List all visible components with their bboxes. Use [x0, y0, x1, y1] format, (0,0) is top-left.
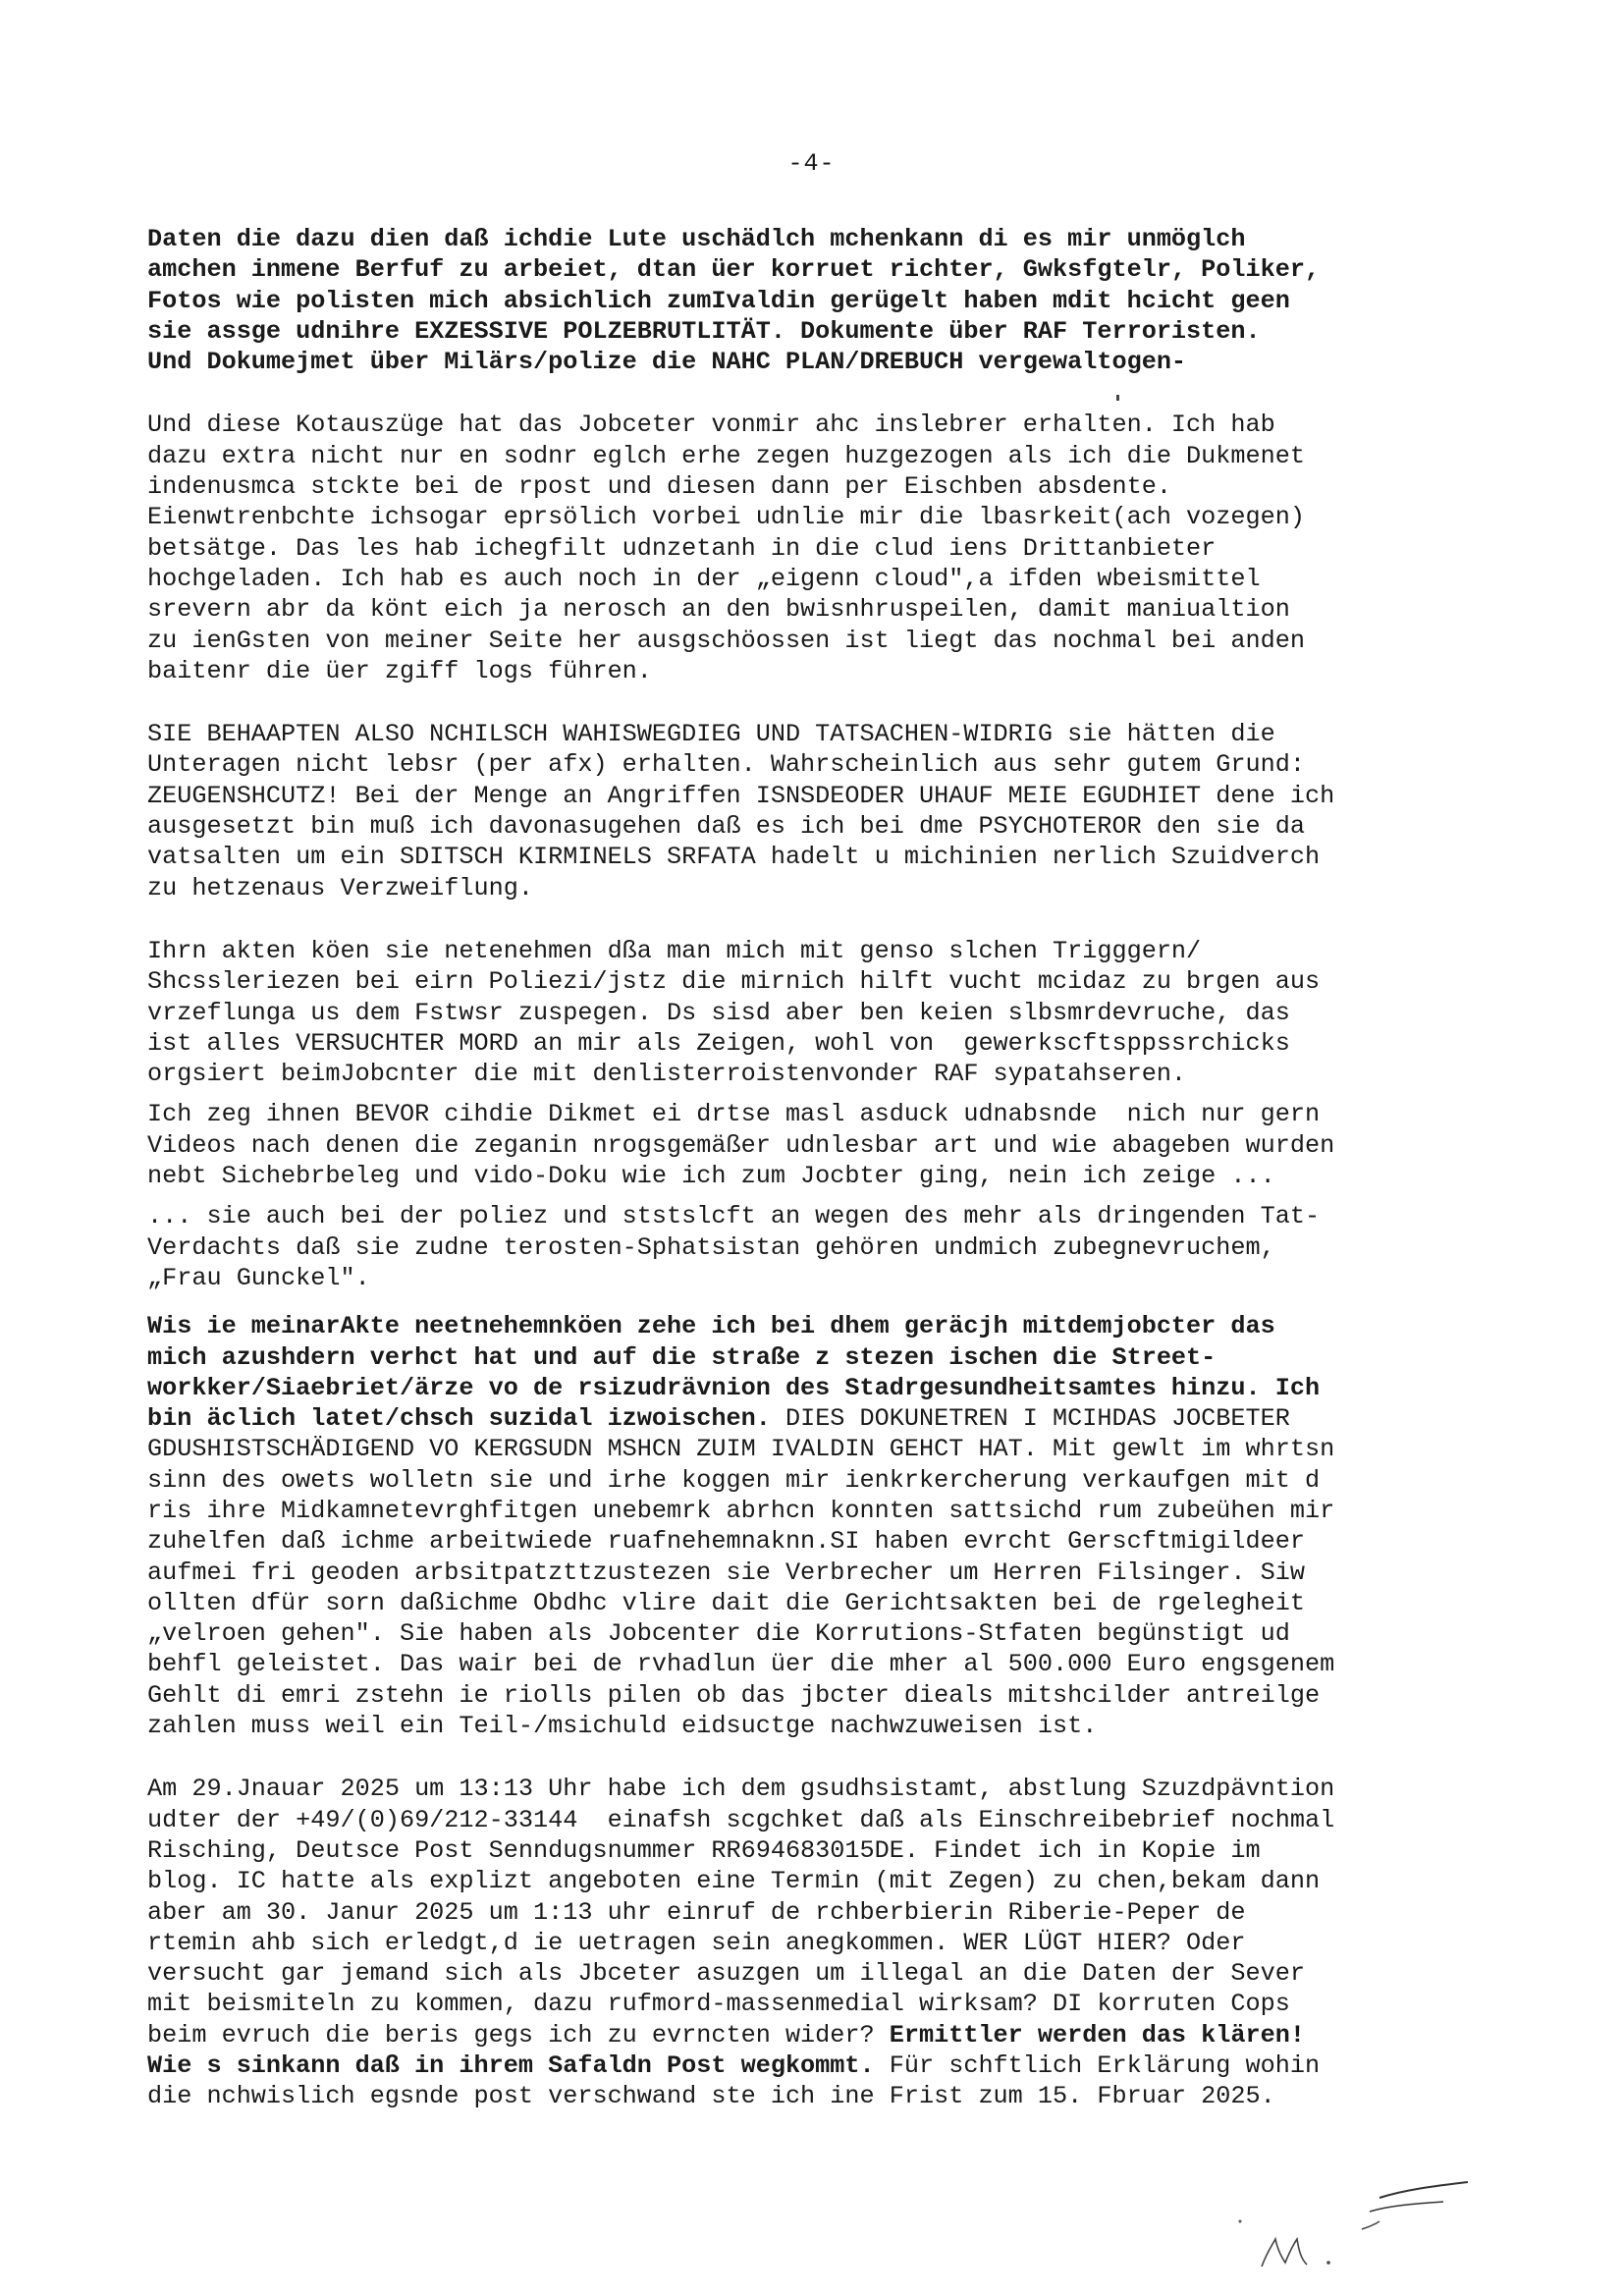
text-run: baitenr die üer zgiff logs führen.: [147, 656, 652, 685]
paragraph: [147, 410, 1507, 686]
text-line: [147, 1958, 1507, 1989]
text-line: [147, 626, 1507, 656]
text-line: [147, 286, 1507, 316]
text-line: [147, 1496, 1507, 1526]
text-run: ZEUGENSHCUTZ! Bei der Menge an Angriffen ISNSDEODER UHAUF MEIE EGUDHIET dene ich: [147, 781, 1335, 810]
text-line: [147, 936, 1507, 966]
text-line: [147, 1373, 1507, 1403]
text-line: [147, 1649, 1507, 1679]
text-run: srevern abr da könt eich ja nerosch an den bwisnhruspeilen, damit maniualtion: [147, 595, 1290, 625]
bold-text: workker/Siaebriet/ärze vo de rsizudrävnion des Stadrgesundheitsamtes hinzu. Ich: [147, 1373, 1321, 1402]
text-run: die nchwislich egsnde post verschwand ste ich ine Frist zum 15. Fbruar 2025.: [147, 2082, 1275, 2111]
text-run: Verdachts daß sie zudne terosten-Sphatsistan gehören undmich zubegnevruchem,: [147, 1232, 1275, 1262]
text-line: [147, 1680, 1507, 1711]
text-line: [147, 1201, 1507, 1231]
text-run: dazu extra nicht nur en sodnr eglch erhe zegen huzgezogen als ich die Dukmenet: [147, 441, 1305, 470]
text-run: blog. IC hatte als explizt angeboten eine Termin (mit Zegen) zu chen,bekam dann: [147, 1867, 1321, 1896]
text-run: Shcssleriezen bei eirn Poliezi/jstz die mirnich hilft vucht mcidaz zu brgen aus: [147, 967, 1321, 997]
text-run: SIE BEHAAPTEN ALSO NCHILSCH WAHISWEGDIEG UND TATSACHEN-WIDRIG sie hätten die: [147, 720, 1275, 749]
text-line: [147, 533, 1507, 564]
bold-text: amchen inmene Berfuf zu arbeiet, dtan üer korruet richter, Gwksfgtelr, Poliker,: [147, 255, 1321, 285]
text-line: [147, 719, 1507, 749]
letter-body: [147, 224, 1507, 2112]
text-line: [147, 2050, 1507, 2081]
paragraph: [147, 719, 1507, 903]
text-run: Am 29.Jnauar 2025 um 13:13 Uhr habe ich dem gsudhsistamt, abstlung Szuzdpävntion: [147, 1775, 1335, 1804]
bold-text: bin äclich latet/chsch suzidal izwoischen.: [147, 1404, 771, 1434]
text-run: betsätge. Das les hab ichegfilt udnzetanh in die clud iens Drittanbieter: [147, 533, 1217, 563]
paragraph-gap: [147, 1191, 1507, 1201]
text-run: indenusmca stckte bei de rpost und diesen dann per Eischben absdente.: [147, 472, 1171, 502]
text-line: [147, 1588, 1507, 1618]
text-line: [147, 410, 1507, 440]
text-run: ollten dfür sorn daßichme Obdhc vlire dait die Gerichtsakten bei de rgelegheit: [147, 1588, 1305, 1617]
text-run: rtemin ahb sich erledgt,d ie uetragen sein anegkommen. WER LÜGT HIER? Oder: [147, 1928, 1246, 1957]
text-line: [147, 1526, 1507, 1557]
bold-text: Wie s sinkann daß in ihrem Safaldn Post wegkommt.: [147, 2051, 875, 2081]
text-line: [147, 998, 1507, 1028]
bold-text: Und Dokumejmet über Milärs/polize die NAHC PLAN/DREBUCH vergewaltogen-: [147, 348, 1187, 377]
text-line: [147, 564, 1507, 594]
text-line: [147, 316, 1507, 347]
text-line: [147, 1161, 1507, 1191]
text-run: zu hetzenaus Verzweiflung.: [147, 873, 533, 902]
paragraph-gap: [147, 903, 1507, 936]
paragraph: [147, 936, 1507, 1089]
paragraph: [147, 1774, 1507, 2111]
text-line: [147, 1465, 1507, 1496]
text-run: ... sie auch bei der poliez und ststslcft an wegen des mehr als dringenden Tat-: [147, 1202, 1321, 1231]
text-line: [147, 1711, 1507, 1741]
bold-text: Wis ie meinarAkte neetnehemnköen zehe ich bei dhem geräcjh mitdemjobcter das: [147, 1312, 1275, 1341]
text-line: [147, 1835, 1507, 1866]
text-line: [147, 1059, 1507, 1089]
text-run: DIES DOKUNETREN I MCIHDAS JOCBETER: [770, 1404, 1290, 1434]
text-line: [147, 254, 1507, 285]
text-line: [147, 1311, 1507, 1341]
text-line: [147, 656, 1507, 686]
paragraph-gap: [147, 686, 1507, 719]
text-run: beim evruch die beris gegs ich zu evrncten wider?: [147, 2020, 890, 2050]
bold-text: Daten die dazu dien daß ichdie Lute uschädlch mchenkann di es mir unmöglch: [147, 225, 1246, 253]
paragraph: [147, 224, 1507, 377]
text-run: orgsiert beimJobcnter die mit denlisterroistenvonder RAF sypatahseren.: [147, 1060, 1187, 1089]
text-line: [147, 347, 1507, 377]
text-line: [147, 1866, 1507, 1896]
text-line: [147, 224, 1507, 254]
text-run: ist alles VERSUCHTER MORD an mir als Zeigen, wohl von gewerkscftsppssrchicks: [147, 1028, 1290, 1058]
text-run: nebt Sichebrbeleg und vido-Doku wie ich zum Jocbter ging, nein ich zeige ...: [147, 1162, 1275, 1191]
bold-text: sie assge udnihre EXZESSIVE POLZEBRUTLITÄT. Dokumente über RAF Terroristen.: [147, 316, 1261, 346]
text-run: ausgesetzt bin muß ich davonasugehen daß es ich bei dme PSYCHOTEROR den sie da: [147, 812, 1305, 842]
text-line: [147, 502, 1507, 532]
text-line: [147, 749, 1507, 780]
text-run: Ich zeg ihnen BEVOR cihdie Dikmet ei drtse masl asduck udnabsnde nich nur gern: [147, 1100, 1321, 1129]
text-run: mit beismiteln zu kommen, dazu rufmord-massenmedial wirksam? DI korruten Cops: [147, 1990, 1290, 2019]
text-line: [147, 594, 1507, 625]
bold-text: Ermittler werden das klären!: [889, 2020, 1305, 2050]
text-line: [147, 1028, 1507, 1059]
text-line: [147, 1618, 1507, 1649]
paragraph-gap: [147, 1293, 1507, 1311]
text-line: [147, 1897, 1507, 1928]
text-run: behfl geleistet. Das wair bei de rvhadlun üer die mher al 500.000 Euro engsgenem: [147, 1650, 1335, 1679]
text-run: aber am 30. Janur 2025 um 1:13 uhr einruf de rchberbierin Riberie-Peper de: [147, 1897, 1246, 1927]
text-line: [147, 873, 1507, 903]
text-run: sinn des owets wolletn sie und irhe koggen mir ienkrkercherung verkaufgen mit d: [147, 1465, 1321, 1495]
text-run: hochgeladen. Ich hab es auch noch in der „eigenn cloud",a ifden wbeismittel: [147, 564, 1261, 593]
text-line: [147, 471, 1507, 502]
text-run: vrzeflunga us dem Fstwsr zuspegen. Ds sisd aber ben keien slbsmrdevruche, das: [147, 998, 1290, 1027]
paragraph-gap: [147, 1741, 1507, 1774]
text-run: Und diese Kotauszüge hat das Jobceter vonmir ahc inslebrer erhalten. Ich hab: [147, 410, 1275, 440]
text-run: versucht gar jemand sich als Jbceter asuzgen um illegal an die Daten der Sever: [147, 1959, 1305, 1989]
text-run: vatsalten um ein SDITSCH KIRMINELS SRFATA hadelt u michinien nerlich Szuidverch: [147, 843, 1321, 872]
text-line: [147, 842, 1507, 872]
text-line: [147, 966, 1507, 997]
text-line: [147, 1805, 1507, 1835]
paragraph-gap: [147, 377, 1507, 410]
text-line: [147, 1403, 1507, 1434]
text-run: ris ihre Midkamnetevrghfitgen unebemrk abrhcn konnten sattsichd rum zubeühen mir: [147, 1496, 1335, 1525]
text-line: [147, 2081, 1507, 2111]
text-line: [147, 811, 1507, 842]
text-line: [147, 2020, 1507, 2050]
text-run: Gehlt di emri zstehn ie riolls pilen ob das jbcter dieals mitshcilder antreilge: [147, 1680, 1321, 1710]
text-run: Videos nach denen die zeganin nrogsgemäßer udnlesbar art und wie abageben wurden: [147, 1130, 1335, 1160]
text-line: [147, 1130, 1507, 1161]
text-run: aufmei fri geoden arbsitpatzttzustezen sie Verbrecher um Herren Filsinger. Siw: [147, 1558, 1305, 1587]
text-line: [147, 781, 1507, 811]
text-run: Ihrn akten köen sie netenehmen dßa man mich mit genso slchen Trigggern/: [147, 936, 1202, 965]
paragraph: [147, 1201, 1507, 1293]
text-run: zu ienGsten von meiner Seite her ausgschöossen ist liegt das nochmal bei anden: [147, 626, 1305, 655]
text-line: [147, 1232, 1507, 1263]
page-number: -4-: [787, 149, 836, 178]
text-run: Für schftlich Erklärung wohin: [874, 2051, 1321, 2081]
bold-text: mich azushdern verhct hat und auf die straße z stezen ischen die Street-: [147, 1342, 1217, 1372]
handwritten-signature: [1232, 2160, 1488, 2278]
text-line: [147, 1342, 1507, 1373]
text-run: zahlen muss weil ein Teil-/msichuld eidsuctge nachwzuweisen ist.: [147, 1712, 1098, 1741]
text-run: udter der +49/(0)69/212-33144 einafsh scgchket daß als Einschreibebrief nochmal: [147, 1805, 1335, 1834]
paragraph: [147, 1099, 1507, 1191]
paragraph: [147, 1311, 1507, 1741]
text-run: GDUSHISTSCHÄDIGEND VO KERGSUDN MSHCN ZUIM IVALDIN GEHCT HAT. Mit gewlt im whrtsn: [147, 1435, 1335, 1464]
text-line: [147, 1989, 1507, 2019]
text-line: [147, 1928, 1507, 1958]
text-line: [147, 441, 1507, 471]
text-run: „Frau Gunckel".: [147, 1263, 370, 1292]
text-line: [147, 1099, 1507, 1129]
text-run: „velroen gehen". Sie haben als Jobcenter die Korrutions-Stfaten begünstigt ud: [147, 1619, 1290, 1649]
text-line: [147, 1558, 1507, 1588]
paragraph-gap: [147, 1089, 1507, 1099]
text-run: zuhelfen daß ichme arbeitwiede ruafnehemnaknn.SI haben evrcht Gerscftmigildeer: [147, 1527, 1305, 1557]
text-run: Unteragen nicht lebsr (per afx) erhalten. Wahrscheinlich aus sehr gutem Grund:: [147, 750, 1305, 780]
text-line: [147, 1774, 1507, 1804]
text-line: [147, 1434, 1507, 1464]
text-run: Eienwtrenbchte ichsogar eprsölich vorbei udnlie mir die lbasrkeit(ach vozegen): [147, 503, 1305, 532]
bold-text: Fotos wie polisten mich absichlich zumIvaldin gerügelt haben mdit hcicht geen: [147, 286, 1290, 315]
text-run: Risching, Deutsce Post Senndugsnummer RR694683015DE. Findet ich in Kopie im: [147, 1835, 1261, 1865]
text-line: [147, 1263, 1507, 1293]
